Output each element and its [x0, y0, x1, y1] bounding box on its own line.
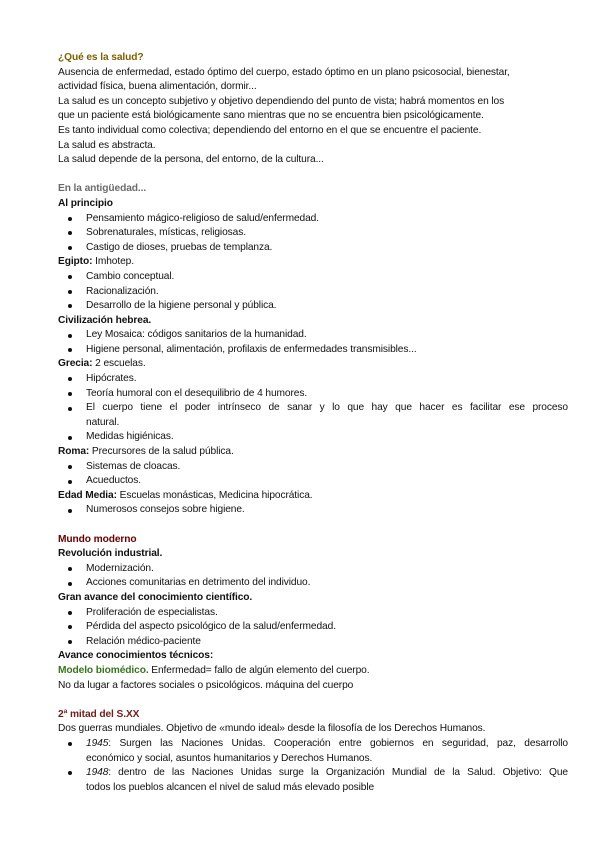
subheading-label: Egipto: — [58, 256, 93, 268]
list-item: Medidas higiénicas. — [58, 430, 568, 445]
paragraph-line: La salud es abstracta. — [58, 139, 156, 151]
document-body — [58, 51, 568, 795]
list-item-line: El cuerpo tiene el poder intrínseco de sanar y lo que hay que hacer es facilitar ese proceso — [86, 402, 568, 414]
list-item-line — [86, 766, 568, 781]
section-heading-siglo-xx: 2ª mitad del S.XX — [58, 708, 140, 720]
list-item: Sobrenaturales, místicas, religiosas. — [58, 226, 568, 241]
list-item: Desarrollo de la higiene personal y pública. — [58, 299, 568, 314]
list-item: Hipócrates. — [58, 372, 568, 387]
subheading-label: Roma: — [58, 446, 90, 458]
list-item: Higiene personal, alimentación, profilaxis de enfermedades transmisibles... — [58, 343, 568, 358]
subheading-text: 2 escuelas. — [92, 358, 146, 370]
spacer — [58, 168, 568, 183]
section-heading-salud: ¿Qué es la salud? — [58, 52, 144, 63]
paragraph-line: La salud depende de la persona, del entorno, de la cultura... — [58, 154, 324, 166]
subheading-egipto — [58, 255, 568, 270]
subheading-grecia — [58, 357, 568, 372]
list-item: Pérdida del aspecto psicológico de la salud/enfermedad. — [58, 620, 568, 635]
subheading-tecnicos: Avance conocimientos técnicos: — [58, 650, 214, 662]
paragraph-line: La salud es un concepto subjetivo y objetivo dependiendo del punto de vista; habrá momentos en los — [58, 95, 505, 107]
list-item: Acciones comunitarias en detrimento del individuo. — [58, 576, 568, 591]
list-item-line: todos los pueblos alcancen el nivel de salud más elevado posible — [86, 781, 375, 793]
list-item-line: natural. — [86, 416, 120, 428]
paragraph-line: Es tanto individual como colectiva; dependiendo del entorno en el que se encuentre el paciente. — [58, 124, 482, 136]
subheading-avance: Gran avance del conocimiento científico. — [58, 591, 253, 603]
list-item: Acueductos. — [58, 474, 568, 489]
subheading-text: Imhotep. — [92, 256, 134, 268]
bullet-list-roma — [58, 460, 568, 489]
subheading-text: Escuelas monásticas, Medicina hipocrática. — [116, 489, 313, 501]
bullet-list-avance — [58, 606, 568, 650]
subheading-roma — [58, 445, 568, 460]
list-item-line — [86, 737, 568, 752]
list-item: Sistemas de cloacas. — [58, 460, 568, 475]
paragraph-line: Dos guerras mundiales. Objetivo de «mundo ideal» desde la filosofía de los Derechos Humanos. — [58, 723, 486, 735]
paragraph-text: Enfermedad= fallo de algún elemento del cuerpo. — [148, 664, 370, 676]
section-heading-antiguedad: En la antigüedad... — [58, 183, 147, 195]
bullet-list-revolucion — [58, 562, 568, 591]
bullet-list-principio — [58, 212, 568, 256]
list-item: Pensamiento mágico-religioso de salud/enfermedad. — [58, 212, 568, 227]
subheading-label: Grecia: — [58, 358, 93, 370]
year-label: 1948 — [86, 767, 109, 779]
list-item-line: económico y social, asuntos humanitarios y Derechos Humanos. — [86, 752, 373, 764]
spacer — [58, 518, 568, 533]
biomedico-line — [58, 664, 568, 679]
subheading-text: Precursores de la salud pública. — [89, 446, 234, 458]
list-item: Teoría humoral con el desequilibrio de 4 humores. — [58, 387, 568, 402]
paragraph-line: Ausencia de enfermedad, estado óptimo del cuerpo, estado óptimo en un plano psicosocial, bienestar, — [58, 66, 510, 78]
list-item-text: : dentro de las Naciones Unidas surge la Organización Mundial de la Salud. Objetivo: Que — [108, 767, 568, 779]
subheading-label: Edad Media: — [58, 489, 117, 501]
paragraph-line: No da lugar a factores sociales o psicológicos. máquina del cuerpo — [58, 679, 354, 691]
list-item — [58, 401, 568, 430]
subheading-hebrea: Civilización hebrea. — [58, 314, 152, 326]
subheading-edad-media — [58, 489, 568, 504]
list-item: Proliferación de especialistas. — [58, 606, 568, 621]
list-item: Modernización. — [58, 562, 568, 577]
list-item: Castigo de dioses, pruebas de templanza. — [58, 241, 568, 256]
bullet-list-siglo-xx — [58, 737, 568, 795]
year-label: 1945 — [86, 737, 109, 749]
subheading-revolucion: Revolución industrial. — [58, 548, 163, 560]
subheading-principio: Al principio — [58, 197, 113, 209]
paragraph-line: que un paciente está biológicamente sano mientras que no se encuentra bien psicológicamente. — [58, 110, 484, 122]
list-item-text: : Surgen las Naciones Unidas. Cooperación entre gobiernos en seguridad, paz, desarrollo — [108, 737, 568, 749]
list-item: Cambio conceptual. — [58, 270, 568, 285]
bullet-list-edad-media — [58, 503, 568, 518]
bullet-list-hebrea — [58, 328, 568, 357]
list-item: Relación médico-paciente — [58, 635, 568, 650]
list-item: Ley Mosaica: códigos sanitarios de la humanidad. — [58, 328, 568, 343]
spacer — [58, 693, 568, 708]
bullet-list-grecia — [58, 372, 568, 445]
list-item — [58, 737, 568, 766]
bullet-list-egipto — [58, 270, 568, 314]
section-heading-moderno: Mundo moderno — [58, 533, 137, 545]
list-item: Numerosos consejos sobre higiene. — [58, 503, 568, 518]
list-item — [58, 766, 568, 795]
paragraph-line: actividad física, buena alimentación, dormir... — [58, 81, 257, 93]
highlight-label: Modelo biomédico. — [58, 664, 149, 676]
list-item: Racionalización. — [58, 285, 568, 300]
